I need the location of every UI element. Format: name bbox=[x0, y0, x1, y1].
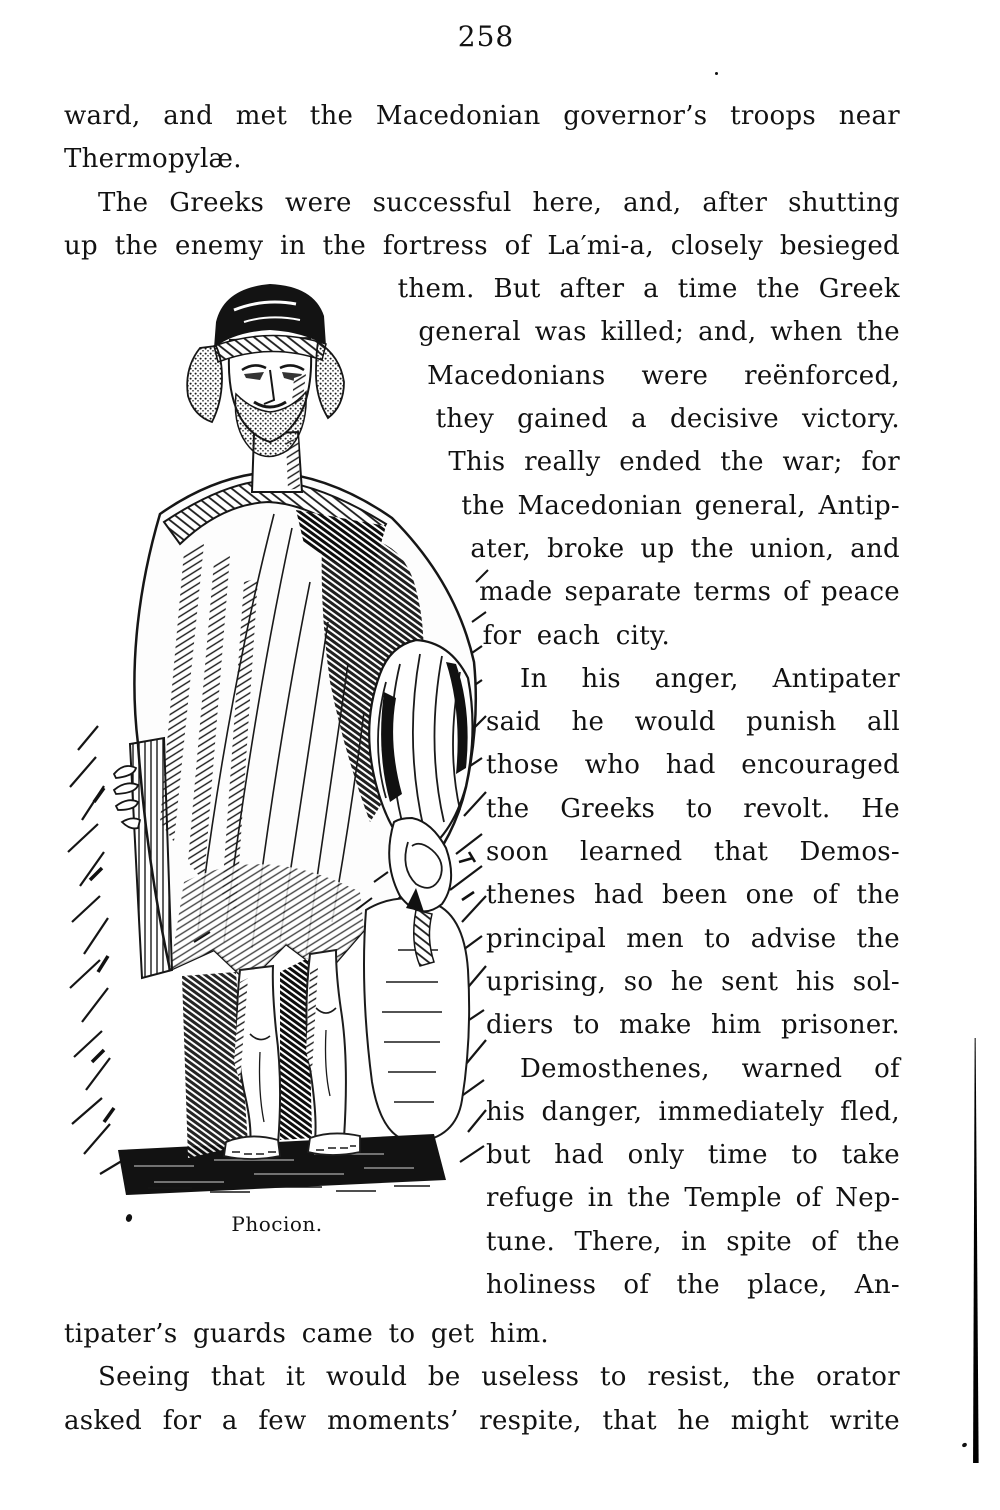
text-line: said he would punish all bbox=[486, 707, 900, 738]
figure-phocion bbox=[64, 268, 490, 1313]
text-line: This really ended the war; for bbox=[448, 447, 900, 478]
scan-artifact-line bbox=[972, 1038, 979, 1463]
text-line: up the enemy in the fortress of La′mi-a, closely besieged bbox=[64, 230, 900, 261]
phocion-statue-illustration bbox=[64, 282, 490, 1197]
text-line: diers to make him prisoner. bbox=[486, 1010, 900, 1041]
text-line: the Greeks to revolt. He bbox=[486, 793, 900, 824]
text-line: Thermopylæ. bbox=[64, 144, 242, 175]
text-line: principal men to advise the bbox=[486, 923, 900, 954]
text-line: thenes had been one of the bbox=[486, 880, 900, 911]
text-line: general was killed; and, when the bbox=[418, 317, 900, 348]
text-line: The Greeks were successful here, and, after shutting bbox=[98, 187, 900, 218]
text-line: Seeing that it would be useless to resist, the orator bbox=[98, 1362, 900, 1393]
text-line: soon learned that Demos- bbox=[486, 837, 900, 868]
text-line: In his anger, Antipater bbox=[520, 663, 900, 694]
text-line: refuge in the Temple of Nep- bbox=[486, 1183, 900, 1214]
text-line: tipater’s guards came to get him. bbox=[64, 1319, 549, 1350]
text-line: holiness of the place, An- bbox=[486, 1270, 900, 1301]
text-line: for each city. bbox=[482, 620, 671, 651]
text-line: made separate terms of peace bbox=[479, 577, 900, 608]
text-line: those who had encouraged bbox=[486, 750, 900, 781]
scan-speck bbox=[715, 72, 718, 75]
text-line: they gained a decisive victory. bbox=[435, 404, 900, 435]
text-line: tune. There, in spite of the bbox=[486, 1226, 900, 1257]
text-line: his danger, immediately fled, bbox=[486, 1096, 900, 1127]
figure-caption: Phocion. bbox=[231, 1212, 323, 1237]
text-line: uprising, so he sent his sol- bbox=[486, 966, 900, 997]
text-line: but had only time to take bbox=[486, 1140, 900, 1171]
page-content bbox=[64, 95, 900, 1443]
page-number: 258 bbox=[457, 20, 515, 53]
text-line: ward, and met the Macedonian governor’s troops near bbox=[64, 101, 900, 131]
figure-text-wrap bbox=[64, 268, 900, 1313]
text-line: asked for a few moments’ respite, that he might write bbox=[64, 1405, 900, 1436]
scan-speck bbox=[961, 1442, 967, 1448]
text-line: Macedonians were reënforced, bbox=[427, 360, 900, 391]
text-line: Demosthenes, warned of bbox=[520, 1053, 900, 1084]
text-line: them. But after a time the Greek bbox=[397, 274, 900, 305]
text-line: ater, broke up the union, and bbox=[470, 533, 900, 564]
text-line: the Macedonian general, Antip- bbox=[461, 490, 900, 521]
